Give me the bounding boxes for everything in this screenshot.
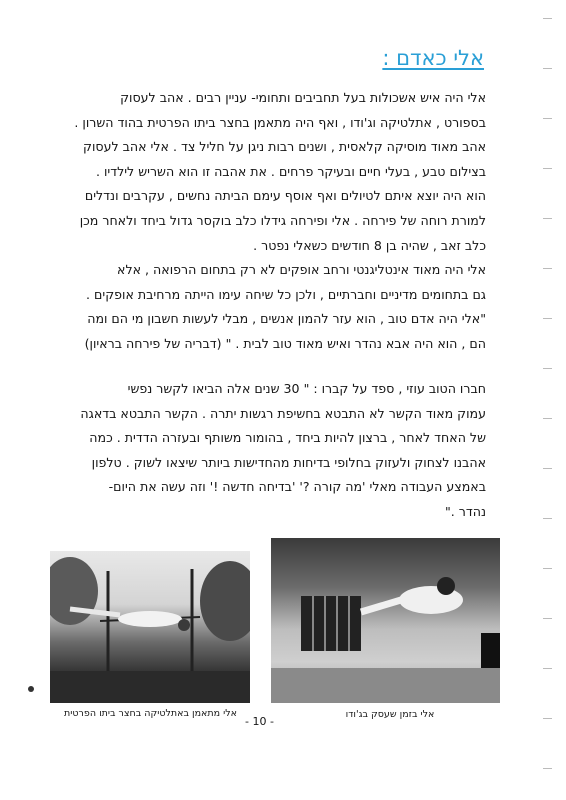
- text-line: הוא היה יוצא איתם לטיולים ואף אוסף עימם הביתה נחשים , עקרבים ונדלים: [84, 188, 486, 204]
- text-line: אלי היה מאוד אינטליגנטי ורחב אופקים לא רק בתחום הרפואה , אלא: [117, 262, 486, 277]
- scan-dot: [28, 686, 34, 692]
- page-number: - 10 -: [245, 715, 274, 728]
- text-line: עמוק מאוד הקשר לא התבטא בחשיפת רגשות יתרה . הקשר התבטא בדאגה: [80, 405, 486, 421]
- text-line: אלי היה איש אשכולות בעל תחביבים ותחומי- עניין רבים . אהב לעסוק: [120, 90, 486, 105]
- text-line: בספורט , אתלטיקה וג'ודו , ואף היה מתאמן בחצר ביתו הפרטית בהוד השרון .: [74, 114, 486, 130]
- text-line: אהבנו לצחוק ולעזוק בחלופי בדיחות מהחדישות ביותר שיצאו לשוק . טלפון: [91, 454, 486, 470]
- paragraph-2: [56, 258, 486, 356]
- text-line: נהדר .": [444, 503, 486, 519]
- text-line: "אלי היה אדם טוב , הוא עזר להמון אנשים , מבלי לעשות חשבון מי הם ומה: [87, 311, 486, 327]
- text-line: באמצע העבודה מאלי 'מה קורה ?' 'בדיחה חדשה !' וזה עשה את היום-: [108, 479, 486, 495]
- paragraph-1: [56, 86, 486, 258]
- photo-caption-left: אלי מתאמן באתלטיקה בחצר ביתו הפרטית: [64, 708, 237, 719]
- text-line: בצילום טבע , בעלי חיים ובעיקר פרחים . את אהבה זו הוא השריש לילדיו .: [95, 163, 486, 179]
- text-line: של האחד לאחר , ברצון להיות ביחד , בהומור משותף ובעזרה הדדית . כמה: [89, 430, 486, 446]
- text-line: אהב מאוד מוסיקה קלאסית , ושנים רבות ניגן על חליל צד . אלי אהב לעסוק: [83, 139, 486, 155]
- paragraph-3: [56, 377, 486, 525]
- text-line: כלב זאב , שהיה בן 8 חודשים כשאלי נפטר .: [253, 237, 486, 253]
- text-line: חברו הטוב עוזי , ספד על קברו : " 30 שנים אלה הביאו לקשר נפשי: [127, 381, 486, 396]
- text-line: הם , הוא היה אבא נהדר ואיש מאוד טוב לבית . " (דבריה של פירחה בראיון): [84, 335, 486, 351]
- text-line: למורת רוחה של פירחה . אלי ופירחה גידלו כלב בוקסר גדול ביחד ולאחר מכן: [79, 212, 486, 228]
- text-line: גם בתחומים מדיניים וחברתיים , ולכן כל שיחה עימו הייתה מרחיבת אופקים .: [86, 286, 486, 302]
- judo-photo: [271, 538, 500, 703]
- athletics-photo: [50, 551, 250, 703]
- photo-caption-right: אלי בזמן שעסק בג'ודו: [345, 709, 435, 720]
- section-title: אלי כאדם :: [382, 46, 484, 70]
